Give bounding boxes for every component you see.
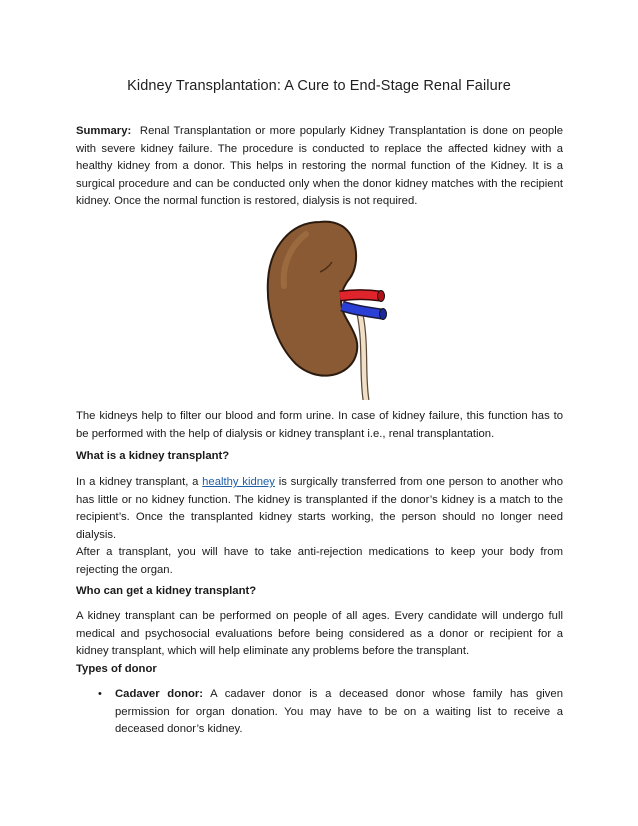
section-heading-what-is: What is a kidney transplant? [76, 450, 230, 462]
bullet-term: Cadaver donor: [115, 688, 204, 700]
intro-paragraph: The kidneys help to filter our blood and form urine. In case of kidney failure, this function has to be performed with the help of dialysis or kidney transplant i.e., renal transplantation. [76, 410, 563, 440]
bullet-description: A cadaver donor is a deceased donor whose family has given permission for organ donation. You may have to be on a waiting list to receive a deceased donor’s kidney. [115, 688, 563, 736]
section1-p1-after: is surgically transferred from one person to another who has little or no kidney function. The kidney is transplanted if the donor’s kidney is a match to the recipient’s. Once the transplanted kidney starts working, the person should no longer need dialysis. [76, 476, 563, 541]
summary-text: Renal Transplantation or more popularly Kidney Transplantation is done on people with severe kidney failure. The procedure is conducted to replace the affected kidney with a healthy kidney from a donor. This helps in restoring the normal function of the Kidney. It is a surgical procedure and can be conducted only when the donor kidney matches with the recipient kidney. Once the normal function is restored, dialysis is not required. [76, 125, 564, 208]
section1-p1-before: In a kidney transplant, a [76, 476, 203, 488]
section-heading-types-of-donor: Types of donor [76, 663, 157, 675]
section2-paragraph1: A kidney transplant can be performed on people of all ages. Every candidate will undergo full medical and psychosocial evaluations before being considered as a donor or recipient for a kidney transplant, which will help eliminate any problems before the transplant. [76, 610, 563, 658]
document-title: Kidney Transplantation: A Cure to End-Stage Renal Failure [127, 78, 511, 94]
section-heading-who-can: Who can get a kidney transplant? [76, 585, 257, 597]
section1-paragraph1 [76, 474, 563, 544]
healthy-kidney-link[interactable]: healthy kidney [202, 476, 275, 488]
bullet-text [115, 686, 563, 739]
kidney-illustration [262, 214, 398, 400]
summary-label: Summary [76, 125, 128, 137]
section1-paragraph2: After a transplant, you will have to take anti-rejection medications to keep your body from rejecting the organ. [76, 546, 563, 576]
summary-paragraph: Summary: Renal Transplantation or more popularly Kidney Transplantation is done on people with severe kidney failure. The procedure is conducted to replace the affected kidney with a healthy kidney from a donor. This helps in restoring the normal function of the Kidney. It is a surgical procedure and can be conducted only when the donor kidney matches with the recipient kidney. Once the normal function is restored, dialysis is not required. [76, 125, 564, 208]
bullet-marker: • [98, 688, 102, 700]
